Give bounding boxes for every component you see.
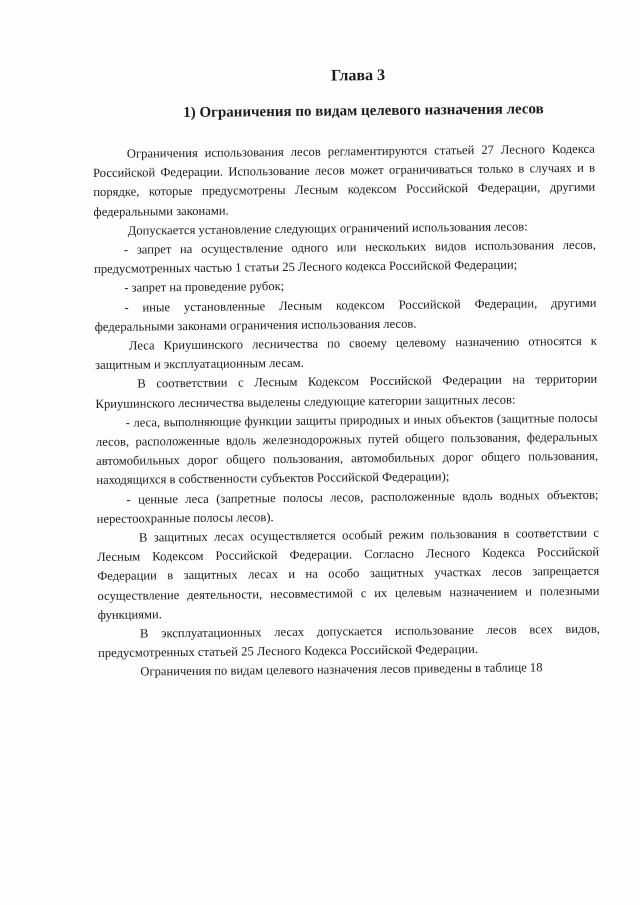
list-item-protection-functions: - леса, выполняющие функции защиты природных и иных объектов (защитные полосы лесов, расположенные вдоль железнодорожных путей общего пользования, федеральных автомобильных дорог общего пользования, автомобильных дорог общего пользования, находящихся в собственности субъектов Российской Федерации); [95, 410, 599, 488]
paragraph-forest-purpose: Леса Криушинского лесничества по своему целевому назначению относятся к защитным и эксплуатационным лесам. [95, 333, 597, 373]
paragraph-restrictions-intro: Ограничения использования лесов регламентируются статьей 27 Лесного Кодекса Российской Федерации. Использование лесов может ограничиваться только в случаях и в порядке, которые предусмотрены Лесным кодексом Российской Федерации, другими федеральными законами. [93, 141, 596, 219]
page-content [92, 65, 600, 683]
list-item-ban-use-types: - запрет на осуществление одного или нескольких видов использования лесов, предусмотренных частью 1 статьи 25 Лесного кодекса Российской Федерации; [94, 237, 596, 277]
paragraph-table-reference: Ограничения по видам целевого назначения лесов приведены в таблице 18 [140, 660, 543, 680]
paragraph-protective-regime: В защитных лесах осуществляется особый режим пользования в соответствии с Лесным Кодексом Российской Федерации. Согласно Лесного Кодекса Российской Федерации в защитных лесах и на особо защитных участках лесов запрещается осуществление деятельности, несовместимой с их целевым назначением и полезными функциями. [97, 525, 600, 622]
paragraph-protective-categories: В соответствии с Лесным Кодексом Российской Федерации на территории Криушинского лесничества выделены следующие категории защитных лесов: [95, 372, 598, 411]
list-item-valuable-forests: - ценные леса (запретные полосы лесов, расположенные вдоль водных объектов; нерестоохранные полосы лесов). [96, 487, 599, 526]
list-item-ban-felling: - запрет на проведение рубок; [124, 279, 285, 296]
list-item-other-restrictions: - иные установленные Лесным кодексом Российской Федерации, другими федеральными законами ограничения использования лесов. [94, 295, 597, 334]
paragraph-exploitation-forests: В эксплуатационных лесах допускается использование лесов всех видов, предусмотренных статьей 25 Лесного Кодекса Российской Федерации. [98, 621, 600, 661]
section-title: 1) Ограничения по видам целевого назначения лесов [183, 101, 544, 122]
paragraph-allowed-restrictions: Допускается установление следующих ограничений использования лесов: [127, 219, 528, 238]
chapter-heading: Глава 3 [330, 66, 386, 85]
